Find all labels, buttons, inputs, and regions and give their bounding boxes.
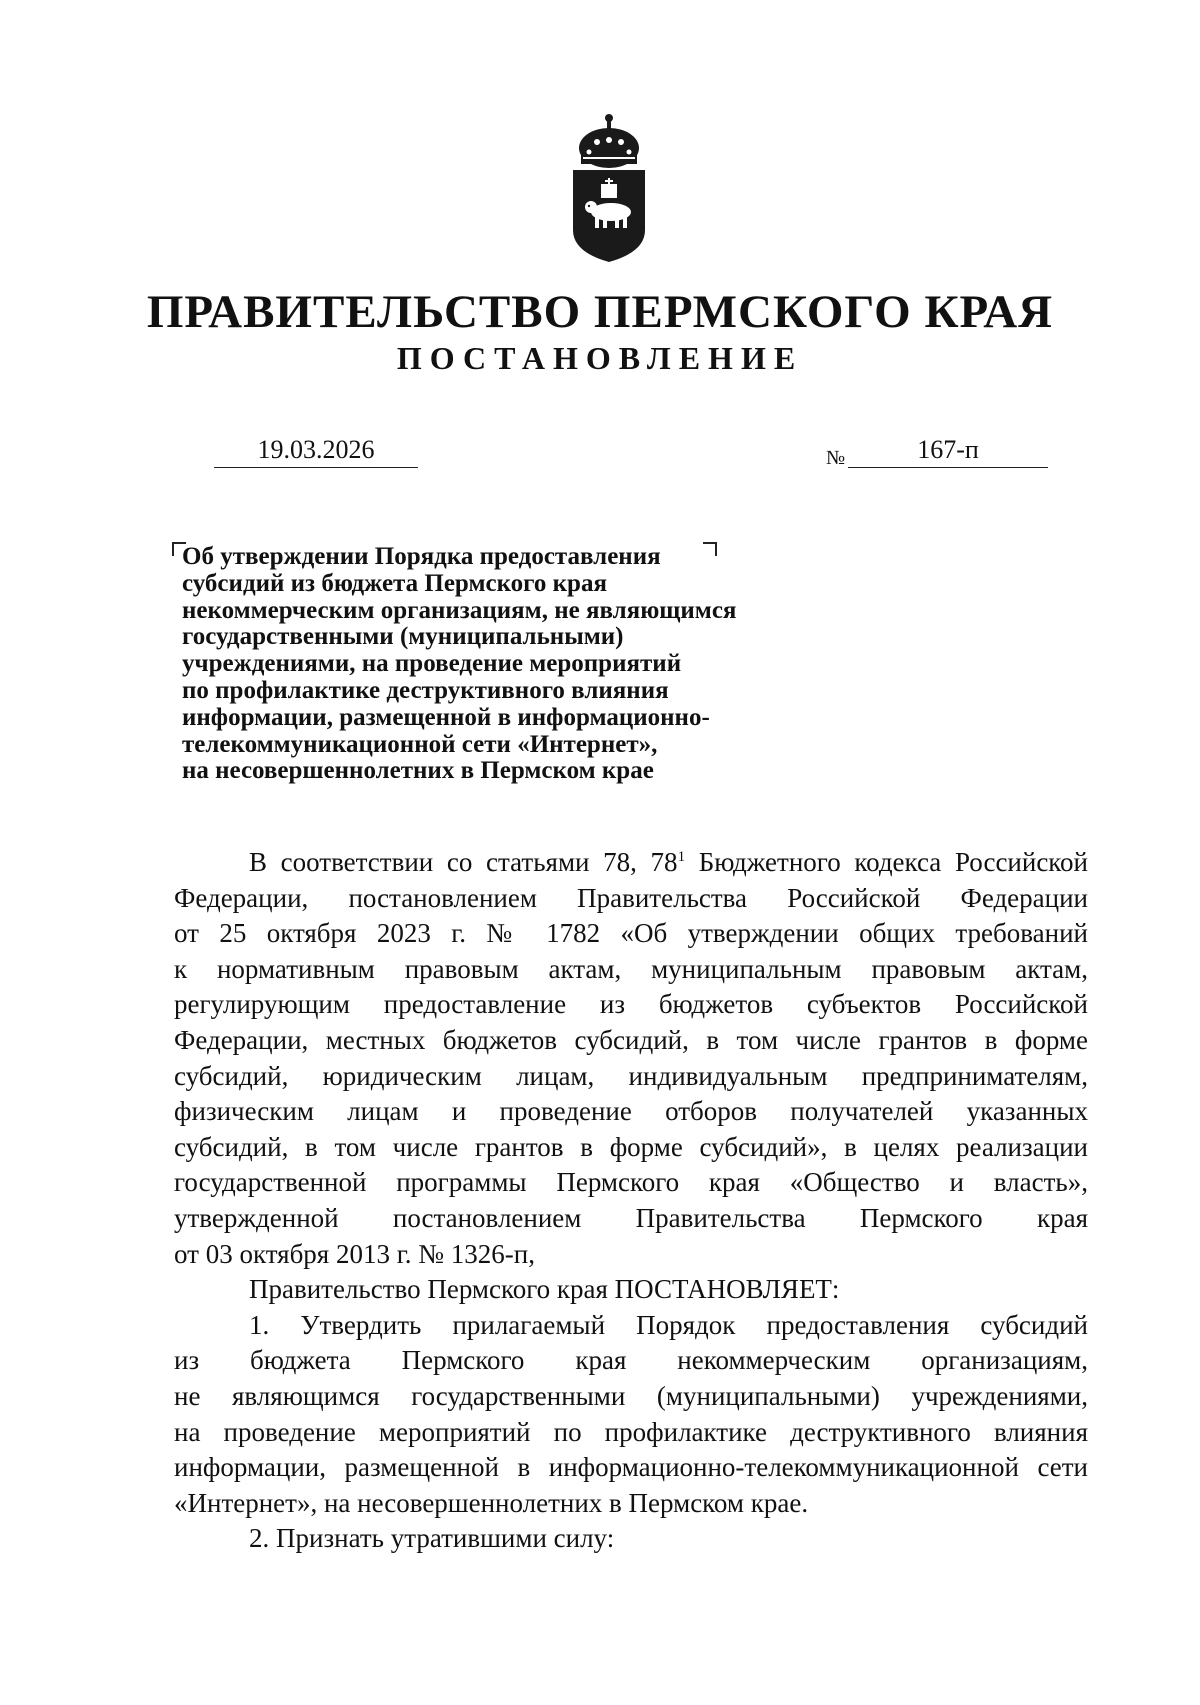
paragraph-line: из бюджета Пермского края некоммерческим организациям, bbox=[174, 1345, 1088, 1376]
paragraph-line: от 25 октября 2023 г. № 1782 «Об утверждении общих требований bbox=[174, 918, 1088, 949]
paragraph-line: не являющимся государственными (муниципальными) учреждениями, bbox=[174, 1380, 1088, 1411]
subject-line: субсидий из бюджета Пермского края bbox=[182, 569, 607, 597]
paragraph-text: В соответствии со статьями 78, 78 bbox=[249, 847, 678, 877]
paragraph-line: к нормативным правовым актам, муниципальным правовым актам, bbox=[174, 953, 1088, 984]
document-date: 19.03.2026 bbox=[214, 433, 418, 468]
article-superscript: 1 bbox=[677, 849, 686, 865]
paragraph-line bbox=[174, 845, 1088, 881]
paragraph-line: субсидий, юридическим лицам, индивидуальным предпринимателям, bbox=[174, 1060, 1088, 1091]
crown-icon bbox=[579, 114, 639, 168]
paragraph-line: утвержденной постановлением Правительства Пермского края bbox=[174, 1202, 1088, 1233]
paragraph-line: Федерации, местных бюджетов субсидий, в том числе грантов в форме bbox=[174, 1024, 1088, 1055]
resolution-line: Правительство Пермского края ПОСТАНОВЛЯЕТ: bbox=[249, 1274, 840, 1305]
number-sign: № bbox=[826, 447, 846, 469]
subject-line: телекоммуникационной сети «Интернет», bbox=[182, 730, 658, 758]
document-subject bbox=[182, 544, 822, 785]
subject-line: Об утверждении Порядка предоставления bbox=[182, 543, 661, 570]
paragraph-text: Бюджетного кодекса Российской bbox=[685, 847, 1088, 877]
organization-title: ПРАВИТЕЛЬСТВО ПЕРМСКОГО КРАЯ bbox=[146, 286, 1054, 338]
paragraph-line: на проведение мероприятий по профилактике деструктивного влияния bbox=[174, 1416, 1088, 1447]
coat-of-arms-emblem bbox=[567, 112, 651, 264]
paragraph-line: субсидий, в том числе грантов в форме субсидий», в целях реализации bbox=[174, 1131, 1088, 1162]
paragraph-line: физическим лицам и проведение отборов получателей указанных bbox=[174, 1096, 1088, 1127]
subject-line: государственными (муниципальными) bbox=[182, 623, 624, 651]
document-number: 167-п bbox=[848, 433, 1048, 468]
subject-line: информации, размещенной в информационно- bbox=[182, 703, 710, 731]
paragraph-line: 2. Признать утратившими силу: bbox=[249, 1523, 615, 1554]
paragraph-line: государственной программы Пермского края «Общество и власть», bbox=[174, 1167, 1088, 1198]
subject-line: некоммерческим организациям, не являющимся bbox=[182, 596, 737, 624]
paragraph-line: регулирующим предоставление из бюджетов субъектов Российской bbox=[174, 989, 1088, 1020]
subject-line: учреждениями, на проведение мероприятий bbox=[182, 650, 682, 678]
subject-line: по профилактике деструктивного влияния bbox=[182, 676, 669, 704]
document-type-title: ПОСТАНОВЛЕНИЕ bbox=[396, 340, 804, 376]
subject-line: на несовершеннолетних в Пермском крае bbox=[182, 757, 654, 785]
paragraph-line: «Интернет», на несовершеннолетних в Пермском крае. bbox=[174, 1487, 809, 1518]
document-body bbox=[174, 845, 1088, 1557]
paragraph-line: информации, размещенной в информационно-телекоммуникационной сети bbox=[174, 1452, 1088, 1483]
paragraph-line: от 03 октября 2013 г. № 1326-п, bbox=[174, 1238, 535, 1269]
paragraph-line: 1. Утвердить прилагаемый Порядок предоставления субсидий bbox=[249, 1309, 1088, 1340]
paragraph-line: Федерации, постановлением Правительства Российской Федерации bbox=[174, 882, 1088, 913]
